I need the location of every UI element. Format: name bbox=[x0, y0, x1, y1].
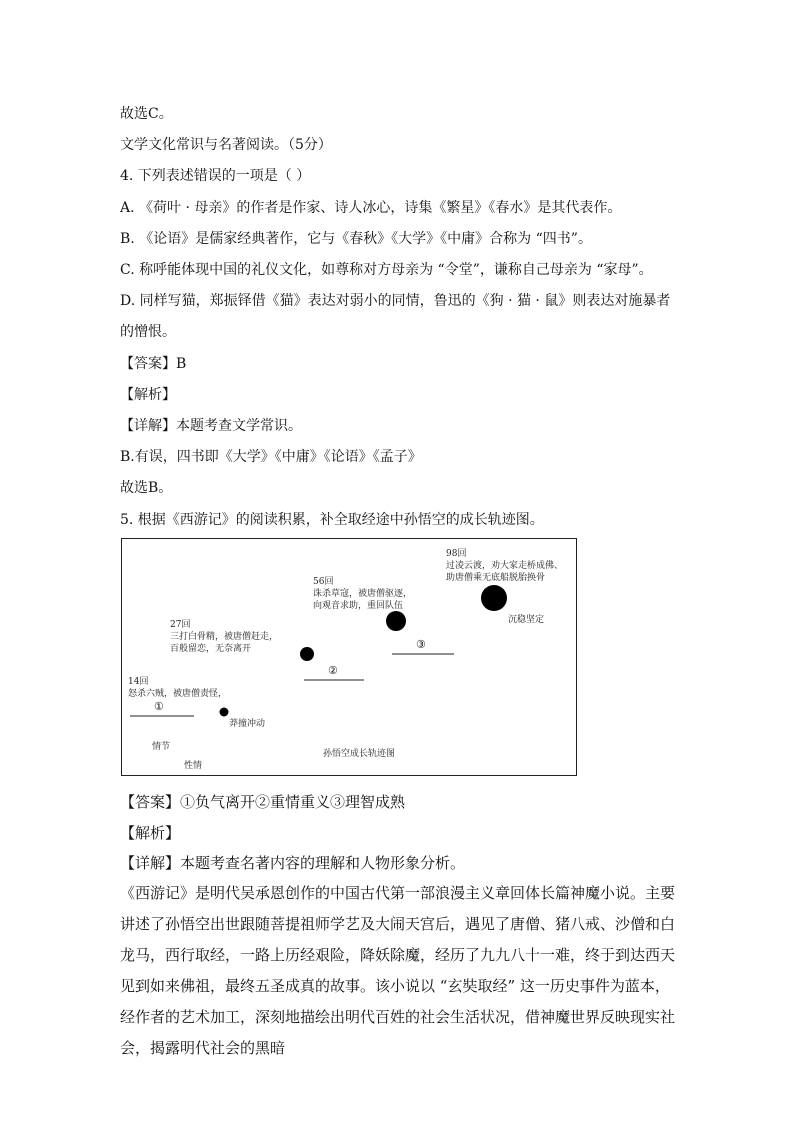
episode-14-label: 14回 怒杀六贼，被唐僧责怪， bbox=[128, 677, 228, 699]
explanation-b: B.有误，四书即《大学》《中庸》《论语》《孟子》 bbox=[120, 449, 422, 465]
blank-number-2: ② bbox=[328, 664, 338, 677]
blank-number-1: ① bbox=[154, 700, 164, 713]
line-conclusion-c: 故选C。 bbox=[120, 106, 173, 122]
analysis-heading-5: 【解析】 bbox=[120, 824, 181, 842]
growth-trajectory-figure bbox=[121, 538, 577, 776]
point-98 bbox=[481, 585, 507, 611]
axis-label-trait: 性情 bbox=[184, 761, 203, 771]
episode-27-label: 27回 三打白骨精，被唐僧赶走， 百般留恋，无奈离开 bbox=[170, 620, 279, 654]
option-b: B. 《论语》是儒家经典著作，它与《春秋》《大学》《中庸》合称为 “四书”。 bbox=[120, 231, 592, 247]
option-a: A. 《荷叶 · 母亲》的作者是作家、诗人冰心，诗集《繁星》《春水》是其代表作。 bbox=[120, 200, 622, 216]
point-56 bbox=[386, 611, 406, 631]
point-27 bbox=[300, 647, 314, 661]
episode-98-label: 98回 过凌云渡，劝大家走桥成佛、 助唐僧乘无底船脱胎换骨 bbox=[446, 549, 564, 583]
section-heading: 文学文化常识与名著阅读。（5分） bbox=[120, 137, 332, 153]
option-c: C. 称呼能体现中国的礼仪文化，如尊称对方母亲为 “令堂”，谦称自己母亲为 “家母”。 bbox=[120, 262, 653, 278]
axis-label-plot: 情节 bbox=[152, 742, 171, 752]
trait-98-label: 沉稳坚定 bbox=[508, 615, 545, 625]
answer-5: 【答案】①负气离开②重情重义③理智成熟 bbox=[120, 793, 406, 811]
figure-caption: 孙悟空成长轨迹图 bbox=[323, 749, 396, 759]
xiyouji-summary-paragraph: 《西游记》是明代吴承恩创作的中国古代第一部浪漫主义章回体长篇神魔小说。主要讲述了孙悟空出世跟随菩提祖师学艺及大闹天宫后，遇见了唐僧、猪八戒、沙僧和白龙马，西行取经，一路上历经艰险，降妖除魔，经历了九九八十一难，终于到达西天见到如来佛祖，最终五圣成真的故事。该小说以 “玄奘取经” 这一历史事件为蓝本，经作者的艺术加工，深刻地描绘出明代百姓的社会生活状况，借神魔世界反映现实社会，揭露明代社会的黑暗 bbox=[120, 884, 676, 1057]
episode-56-label: 56回 诛杀草寇，被唐僧驱逐， 向观音求助，重回队伍 bbox=[313, 577, 413, 611]
trait-14-label: 莽撞冲动 bbox=[229, 719, 266, 729]
point-14 bbox=[220, 708, 229, 717]
option-d-continued: 的憎恨。 bbox=[120, 324, 176, 340]
analysis-heading-4: 【解析】 bbox=[120, 387, 176, 403]
question-4: 4. 下列表述错误的一项是（ ） bbox=[120, 168, 311, 184]
option-d: D. 同样写猫，郑振铎借《猫》表达对弱小的同情，鲁迅的《狗 · 猫 · 鼠》则表达对施暴者 bbox=[120, 293, 671, 309]
blank-number-3: ③ bbox=[416, 638, 426, 651]
detail-4: 【详解】本题考查文学常识。 bbox=[120, 418, 302, 434]
answer-4: 【答案】B bbox=[120, 356, 187, 372]
question-5: 5. 根据《西游记》的阅读积累，补全取经途中孙悟空的成长轨迹图。 bbox=[120, 512, 544, 528]
detail-5: 【详解】本题考查名著内容的理解和人物形象分析。 bbox=[120, 854, 466, 872]
conclusion-b: 故选B。 bbox=[120, 480, 173, 496]
